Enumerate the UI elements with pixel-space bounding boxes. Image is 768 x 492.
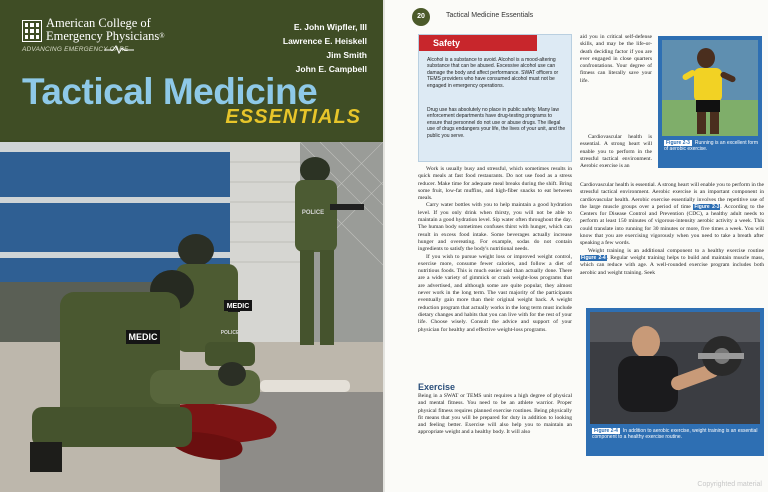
figure-photo-weight-training (590, 312, 760, 424)
figure-reference[interactable]: Figure 2-3 (694, 203, 720, 210)
body-paragraph: aid you in critical self-defense skills, and may be the life-or-death deciding factor if you are ever engaged in close quarters confrontations. Your degree of fitness can literally save your life. (580, 34, 652, 84)
book-subtitle: ESSENTIALS (225, 106, 361, 128)
heartbeat-line-icon (104, 44, 134, 54)
body-paragraph: If you wish to pursue weight loss or improved weight control, exercise more, consume fewer calories, and follow a diet of nutritious foods. This is much easier said than actually done. There are a wide variety of gimmick or crash weight-loss programs that are advertised, and although some are quite popular, they almost never work in the long term. The vast majority of the participants eventually gain more than their original weight back. A weight reduction program that actually works in the long term must include dietary changes and habits that you can live with for the rest of your life. Choose wisely. Consult the advice and support of your physician for healthy and effective weight-loss programs. (418, 253, 572, 333)
author: E. John Wipfler, III (293, 22, 367, 32)
figure-caption: Figure 2-3 Running is an excellent form of aerobic exercise. (664, 140, 758, 152)
book-cover (0, 0, 383, 492)
body-column-left (418, 166, 572, 334)
running-head: Tactical Medicine Essentials (446, 12, 534, 19)
vest-label-police: POLICE (301, 210, 325, 216)
author: Jim Smith (326, 50, 367, 60)
acep-logo-icon (22, 20, 42, 42)
body-paragraph: Carry water bottles with you to help maintain a good hydration level. If you only drink when thirsty, you will not be able to maintain a good hydration level. Sip water often throughout the day. The human body sometimes confuses thirst with hunger, which can result in excess food intake. Some beverages actually increase hunger and overeating. For example, sodas do not contain ingredients to satisfy the body's nutritional needs. (418, 202, 572, 253)
cardio-paragraph-start (580, 134, 652, 170)
figure-reference[interactable]: Figure 2-4 (581, 254, 606, 261)
safety-heading: Safety (419, 35, 537, 51)
publisher-tagline: ADVANCING EMERGENCY CARE (22, 46, 129, 53)
safety-paragraph: Drug use has absolutely no place in public safety. Many law enforcement departments have drug-testing programs to ensure that personnel do not use or abuse drugs. The illegal use of drugs endangers your life, the lives of your unit, and the public you serve. (427, 107, 566, 139)
figure-2-3 (658, 36, 762, 168)
exercise-column (418, 393, 572, 437)
figure-2-4 (586, 308, 764, 456)
page-number: 20 (412, 8, 430, 26)
author-list (283, 20, 367, 76)
vest-label-medic: MEDIC (226, 303, 250, 310)
body-paragraph: Being in a SWAT or TEMS unit requires a high degree of physical and mental fitness. You need to be an athlete warrior. Proper physical fitness requires planned exercise routines. Being physically fit means that you will be prepared for duty in addition to looking and feeling better. Exercise will also help you to maintain an appropriate weight and a healthy body. It will also (418, 393, 572, 436)
figure-photo-runner (662, 40, 758, 136)
vest-label-police: POLICE (220, 330, 240, 336)
section-heading-exercise: Exercise (418, 382, 456, 392)
body-paragraph: Work is usually busy and stressful, which sometimes results in quick meals at fast food restaurants. Do not use food as a stress reducer. Make time for adequate meal breaks during the shift. Bring some fruit, low-fat muffins, and high-fiber snacks to eat between meals. (418, 166, 572, 202)
body-column-right-top (580, 34, 652, 85)
figure-label: Figure 2-4 (594, 428, 618, 434)
author: John E. Campbell (295, 64, 367, 74)
figure-label: Figure 2-3 (666, 140, 690, 146)
figure-caption: Figure 2-4 In addition to aerobic exercise, weight training is an essential component to a healthy exercise routine. (592, 428, 758, 440)
safety-box (418, 34, 572, 162)
book-title: Tactical Medicine (22, 71, 318, 112)
body-paragraph: Cardiovascular health is essential. A strong heart will enable you to perform in the stressful tactical environment. Aerobic exercise is an (580, 134, 652, 170)
vest-label-medic: MEDIC (128, 332, 158, 342)
author: Lawrence E. Heiskell (282, 36, 367, 46)
safety-paragraph: Alcohol is a substance to avoid. Alcohol is a mood-altering substance that can be abused. Excessive alcohol use can damage the body and affect performance. SWAT officers or TEMS providers who have consumed alcohol must not be engaged in emergency operations. (427, 57, 559, 89)
body-column-right-bottom (580, 182, 764, 277)
body-paragraph: Cardiovascular health is essential. A strong heart will enable you to perform in the stressful tactical environment. Aerobic exercise is an important component in cardiovascular health. Aerobic exercise essentially involves the repetitive use of the large muscle groups over a period of time Figure 2-3. According to the Centers for Disease Control and Prevention (CDC), a healthy adult needs to perform at least 150 minutes of vigorous-intensity aerobic activity a week. This could translate into running for 30 minutes or more, five times a week. You will know that you are exercising vigorously when you need to take a breath after speaking a few words. (580, 182, 764, 247)
cover-photo-tactical-medics (0, 142, 383, 492)
copyright-watermark: Copyrighted material (697, 481, 762, 488)
body-paragraph: Weight training is an additional component to a healthy exercise routine Figure 2-4. Regular weight training helps to build and maintain muscle mass, which can reduce with age. A well-rounded exercise program includes both aerobic and weight training. Seek (580, 247, 764, 276)
page-gutter (383, 0, 385, 492)
publisher-name: American College of Emergency Physicians® (46, 16, 165, 43)
